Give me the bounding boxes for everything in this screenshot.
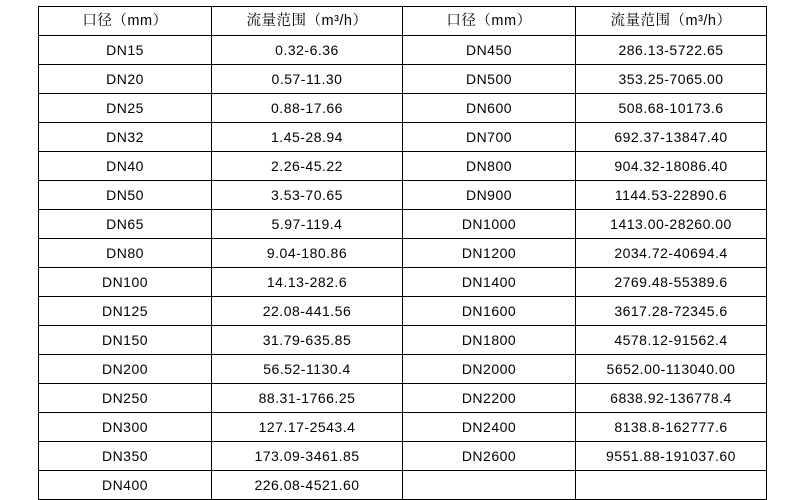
cell-flowrange-left: 5.97-119.4: [212, 210, 403, 239]
cell-flowrange-left: 22.08-441.56: [212, 297, 403, 326]
table-row: [39, 413, 767, 442]
cell-diameter-left: DN40: [39, 152, 212, 181]
cell-diameter-left: DN300: [39, 413, 212, 442]
cell-flowrange-right: 8138.8-162777.6: [576, 413, 767, 442]
cell-diameter-left: DN250: [39, 384, 212, 413]
cell-flowrange-right: 286.13-5722.65: [576, 36, 767, 65]
cell-diameter-right: DN1600: [403, 297, 576, 326]
table-row: [39, 326, 767, 355]
cell-diameter-right: DN2400: [403, 413, 576, 442]
table-row: [39, 471, 767, 500]
column-header-diameter-left: 口径（mm）: [39, 7, 212, 36]
table-row: [39, 36, 767, 65]
cell-flowrange-right: 508.68-10173.6: [576, 94, 767, 123]
table-row: [39, 384, 767, 413]
table-row: [39, 94, 767, 123]
table-row: [39, 355, 767, 384]
cell-flowrange-left: 127.17-2543.4: [212, 413, 403, 442]
table-row: [39, 442, 767, 471]
cell-diameter-left: DN32: [39, 123, 212, 152]
table-row: [39, 297, 767, 326]
cell-diameter-left: DN25: [39, 94, 212, 123]
cell-flowrange-right: 3617.28-72345.6: [576, 297, 767, 326]
table-row: [39, 210, 767, 239]
cell-diameter-right: DN700: [403, 123, 576, 152]
cell-diameter-left: DN400: [39, 471, 212, 500]
cell-flowrange-right: 1144.53-22890.6: [576, 181, 767, 210]
table-header: [39, 7, 767, 36]
cell-diameter-left: DN100: [39, 268, 212, 297]
cell-flowrange-left: 0.32-6.36: [212, 36, 403, 65]
cell-flowrange-left: 0.57-11.30: [212, 65, 403, 94]
cell-diameter-right: DN450: [403, 36, 576, 65]
cell-diameter-left: DN200: [39, 355, 212, 384]
cell-diameter-right: DN900: [403, 181, 576, 210]
cell-diameter-left: DN350: [39, 442, 212, 471]
table-row: [39, 65, 767, 94]
cell-diameter-left: DN15: [39, 36, 212, 65]
cell-diameter-left: DN125: [39, 297, 212, 326]
cell-flowrange-left: 31.79-635.85: [212, 326, 403, 355]
cell-flowrange-right: 6838.92-136778.4: [576, 384, 767, 413]
table-row: [39, 152, 767, 181]
cell-diameter-right: DN1800: [403, 326, 576, 355]
cell-flowrange-right: 2034.72-40694.4: [576, 239, 767, 268]
cell-flowrange-right: 904.32-18086.40: [576, 152, 767, 181]
cell-diameter-right: DN1000: [403, 210, 576, 239]
cell-flowrange-left: 56.52-1130.4: [212, 355, 403, 384]
cell-flowrange-left: 226.08-4521.60: [212, 471, 403, 500]
cell-flowrange-left: 9.04-180.86: [212, 239, 403, 268]
cell-flowrange-right: 1413.00-28260.00: [576, 210, 767, 239]
cell-flowrange-left: 88.31-1766.25: [212, 384, 403, 413]
cell-flowrange-left: 173.09-3461.85: [212, 442, 403, 471]
table-body: [39, 36, 767, 500]
cell-diameter-right: DN2200: [403, 384, 576, 413]
cell-diameter-left: DN50: [39, 181, 212, 210]
cell-flowrange-right: 353.25-7065.00: [576, 65, 767, 94]
table-row: [39, 268, 767, 297]
cell-diameter-left: DN65: [39, 210, 212, 239]
column-header-flowrange-right: 流量范围（m³/h）: [576, 7, 767, 36]
cell-flowrange-left: 14.13-282.6: [212, 268, 403, 297]
cell-flowrange-right: 692.37-13847.40: [576, 123, 767, 152]
cell-diameter-right: DN2600: [403, 442, 576, 471]
cell-diameter-left: DN80: [39, 239, 212, 268]
cell-diameter-right: DN1400: [403, 268, 576, 297]
cell-flowrange-right: 2769.48-55389.6: [576, 268, 767, 297]
cell-flowrange-left: 3.53-70.65: [212, 181, 403, 210]
table-header-row: [39, 7, 767, 36]
table-row: [39, 181, 767, 210]
cell-diameter-left: DN150: [39, 326, 212, 355]
cell-flowrange-left: 2.26-45.22: [212, 152, 403, 181]
column-header-flowrange-left: 流量范围（m³/h）: [212, 7, 403, 36]
cell-empty: [576, 471, 767, 500]
cell-diameter-right: DN1200: [403, 239, 576, 268]
table-row: [39, 123, 767, 152]
cell-diameter-right: DN500: [403, 65, 576, 94]
cell-diameter-left: DN20: [39, 65, 212, 94]
flow-range-spec-table: [38, 6, 767, 500]
table-row: [39, 239, 767, 268]
cell-flowrange-right: 4578.12-91562.4: [576, 326, 767, 355]
cell-diameter-right: DN800: [403, 152, 576, 181]
cell-diameter-right: DN2000: [403, 355, 576, 384]
column-header-diameter-right: 口径（mm）: [403, 7, 576, 36]
cell-flowrange-left: 0.88-17.66: [212, 94, 403, 123]
cell-flowrange-right: 9551.88-191037.60: [576, 442, 767, 471]
cell-flowrange-left: 1.45-28.94: [212, 123, 403, 152]
cell-flowrange-right: 5652.00-113040.00: [576, 355, 767, 384]
cell-empty: [403, 471, 576, 500]
cell-diameter-right: DN600: [403, 94, 576, 123]
